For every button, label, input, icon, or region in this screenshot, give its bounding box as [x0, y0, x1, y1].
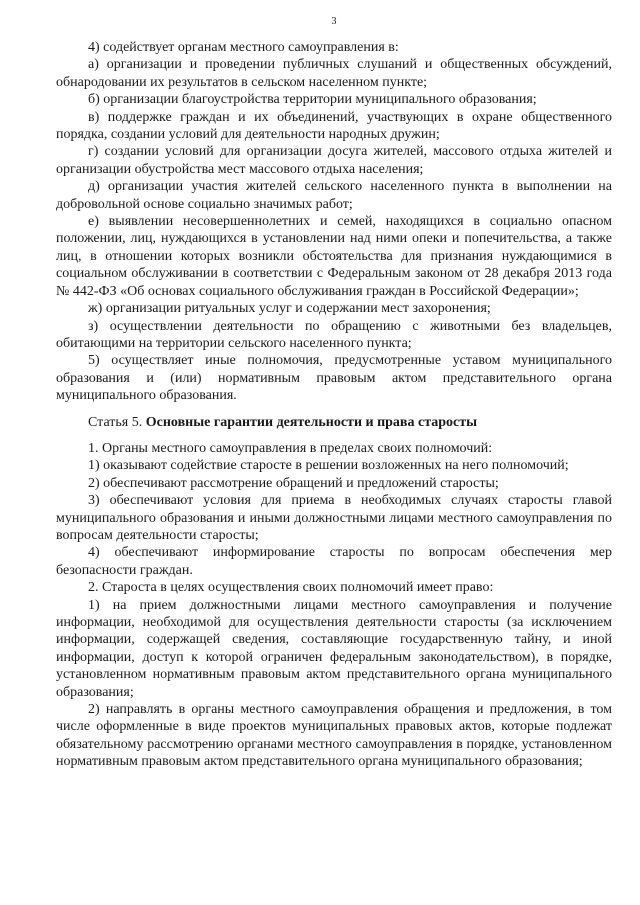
paragraph: 4) обеспечивают информирование старосты по вопросам обеспечения мер безопасности граждан. [56, 545, 612, 578]
paragraph: 1. Органы местного самоуправления в пределах своих полномочий: [88, 440, 493, 456]
paragraph: б) организации благоустройства территории муниципального образования; [88, 92, 537, 108]
paragraph: д) организации участия жителей сельского населенного пункта в выполнении на добровольной основе социально значимых работ; [56, 179, 612, 212]
paragraph: а) организации и проведении публичных слушаний и общественных обсуждений, обнародовании их результатов в сельском населенном пункте; [56, 57, 612, 90]
paragraph: г) создании условий для организации досуга жителей, массового отдыха жителей и организации обустройства мест массового отдыха населения; [56, 144, 612, 177]
page-number: 3 [331, 16, 337, 27]
paragraph: 5) осуществляет иные полномочия, предусмотренные уставом муниципального образования и (или) нормативным правовым актом представительного органа муниципального образования. [56, 353, 612, 404]
article-heading [56, 414, 612, 431]
paragraph: е) выявлении несовершеннолетних и семей, находящихся в социально опасном положении, лиц, нуждающихся в установлении над ними опеки и попечительства, а также лиц, в отношении которых возникли обстоятельства для признания нуждающимися в социальном обслуживании в соответствии с Федеральным законом от 28 декабря 2013 года № 442-ФЗ «Об основах социального обслуживания граждан в Российской Федерации»; [56, 214, 612, 299]
paragraph: з) осуществлении деятельности по обращению с животными без владельцев, обитающими на территории сельского населенного пункта; [56, 318, 612, 351]
paragraph: 4) содействует органам местного самоуправления в: [88, 40, 399, 55]
paragraph: 2) направлять в органы местного самоуправления обращения и предложения, в том числе оформленные в виде проектов муниципальных правовых актов, которые подлежат обязательному рассмотрению органами местного самоуправления в порядке, установленном нормативным правовым актом представительного органа муниципального образования; [56, 702, 612, 770]
paragraph: в) поддержке граждан и их объединений, участвующих в охране общественного порядка, создании условий для деятельности народных дружин; [56, 109, 612, 143]
paragraph: 2) обеспечивают рассмотрение обращений и предложений старосты; [88, 475, 499, 491]
document-body [56, 39, 612, 771]
paragraph: 2. Староста в целях осуществления своих полномочий имеет право: [88, 580, 494, 596]
paragraph: ж) организации ритуальных услуг и содержании мест захоронения; [88, 301, 491, 317]
paragraph: 1) на прием должностными лицами местного самоуправления и получение информации, необходимой для осуществления деятельности старосты (за исключением информации, содержащей сведения, составляющие государственную тайну, и иной информации, доступ к которой ограничен федеральным законодательством), в порядке, установленном нормативным правовым актом представительного органа муниципального образования; [56, 597, 612, 700]
paragraph: 1) оказывают содействие старосте в решении возложенных на него полномочий; [88, 458, 569, 474]
article-title: Основные гарантии деятельности и права старосты [145, 414, 478, 430]
article-prefix: Статья 5. [88, 414, 146, 430]
paragraph: 3) обеспечивают условия для приема в необходимых случаях старосты главой муниципального образования и иными должностными лицами местного самоуправления по вопросам деятельности старосты; [56, 493, 612, 543]
